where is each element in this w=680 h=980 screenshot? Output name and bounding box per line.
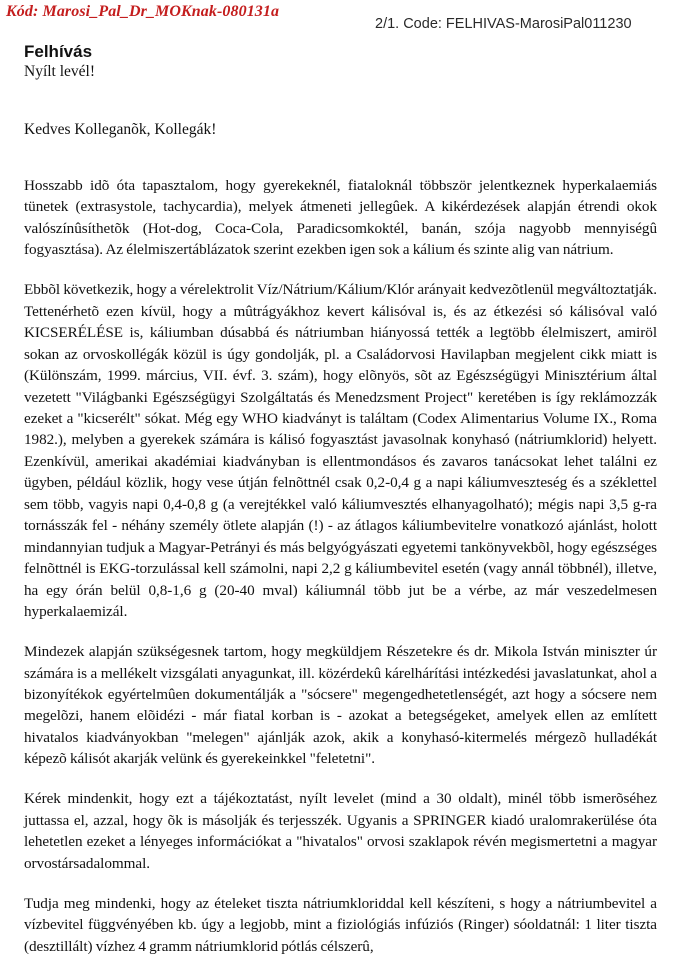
paragraph-request: Kérek mindenkit, hogy ezt a tájékoztatást, nyílt levelet (mind a 30 oldalt), minél több ismerõséhez juttassa el, azzal, hogy õk is másolják és terjesszék. Ugyanis a SPRINGER kiadó uralomrakerülése óta lehetetlen ezeket a lényeges információkat a "hivatalos" orvosi szaklapok révén megismertetni a magyar orvostársadalommal. [24, 790, 657, 872]
paragraph-symptoms: Hosszabb idõ óta tapasztalom, hogy gyerekeknél, fiataloknál többször jelentkeznek hyperkalaemiás tünetek (extrasystole, tachycardia), melyek átmeneti jellegûek. A kikérdezések alapján étrendi okok valószínûsíthetõk (Hot-dog, Coca-Cola, Paradicsomkoktél, banán, szója nagyobb mennyiségû fogyasztása). Az élelmiszertáblázatok szerint ezekben igen sok a kálium és szinte alig van nátrium. [24, 177, 657, 259]
paragraph-electrolytes: Ebbõl következik, hogy a vérelektrolit Víz/Nátrium/Kálium/Klór arányait kedvezõtlenül megváltoztatják. Tettenérhetõ ezen kívül, hogy a mûtrágyákhoz kevert kálisóval is, és az étkezési só kálisóval való KICSERÉLÉSE is, káliumban dúsabbá és nátriumban hiányossá tették a legtöbb élelmiszert, amiröl sokan az orvoskollégák közül is úgy gondolják, pl. a Családorvosi Havilapban megjelent cikk miatt is (Különszám, 1999. március, VII. évf. 3. szám), hogy elõnyös, sõt az Egészségügyi Minisztérium által vezetett "Világbanki Egészségügyi Szolgáltatás és Menedzsment Project" keretében is így reklámozzák ezeket a "kicserélt" sókat. Még egy WHO kiadványt is találtam (Codex Alimentarius Volume IX., Roma 1982.), melyben a gyerekek számára is kálisó fogyasztást javasolnak konyhasó (nátriumklorid) helyett. Ezenkívül, amerikai akadémiai kiadványban is ellentmondásos és zavaros tanácsokat lehet találni ez ügyben, például közlik, hogy vese útján felnõttnél csak 0,2-0,4 g a napi káliumveszteség és a széklettel sem több, vagyis napi 0,4-0,8 g (a verejtékkel való káliumvesztés elhanyagolható); mégis napi 3,5 g-ra tornásszák fel - néhány személy ötlete alapján (!) - az átlagos káliumbevitelre vonatkozó ajánlást, holott mindannyian tudjuk a Magyar-Petrányi és más belgyógyászati egyetemi tankönyvekbõl, hogy egészséges felnõttnél is EKG-torzulással kell számolni, napi 2,2 g káliumbevitel esetén (vagy annál többnél), illetve, ha egy órán belül 0,8-1,6 g (20-40 mval) káliumnál több jut be a vérbe, az már veszedelmesen hyperkalaemizál. [24, 281, 657, 621]
paragraph-recommendation: Tudja meg mindenki, hogy az ételeket tiszta nátriumkloriddal kell készíteni, s hogy a nátriumbevitel a vízbevitel függvényében kb. úgy a legjobb, mint a fiziológiás infúziós (Ringer) sóoldatnál: 1 liter tiszta (desztillált) vízhez 4 gramm nátriumklorid pótlás célszerû, [24, 894, 657, 955]
document-code: 2/1. Code: FELHIVAS-MarosiPal011230 [375, 16, 632, 32]
letter-subtitle: Nyílt levél! [24, 63, 96, 80]
letter-greeting: Kedves Kolleganõk, Kollegák! [24, 121, 217, 138]
letter-title: Felhívás [24, 42, 93, 61]
letter-body [24, 175, 657, 957]
document-id: Kód: Marosi_Pal_Dr_MOKnak-080131a [6, 3, 280, 20]
paragraph-proposal: Mindezek alapján szükségesnek tartom, hogy megküldjem Részetekre és dr. Mikola István miniszter úr számára is a mellékelt vizsgálati anyagunkat, ill. közérdekû kárelhárítási intézkedési javaslatunkat, ahol a bizonyítékok egyértelmûen dokumentálják a "sócsere" megengedhetetlenségét, azt hogy a sócsere nem megelõzi, hanem elõidézi - már fiatal korban is - azokat a betegségeket, amelyek ellen az említett hivatalos kiadványokban "melegen" ajánlják azok, akik a konyhasó-kitermelés mérgezõ hulladékát képezõ kálisót akarják velünk és gyerekeinkkel "feletetni". [24, 643, 657, 768]
